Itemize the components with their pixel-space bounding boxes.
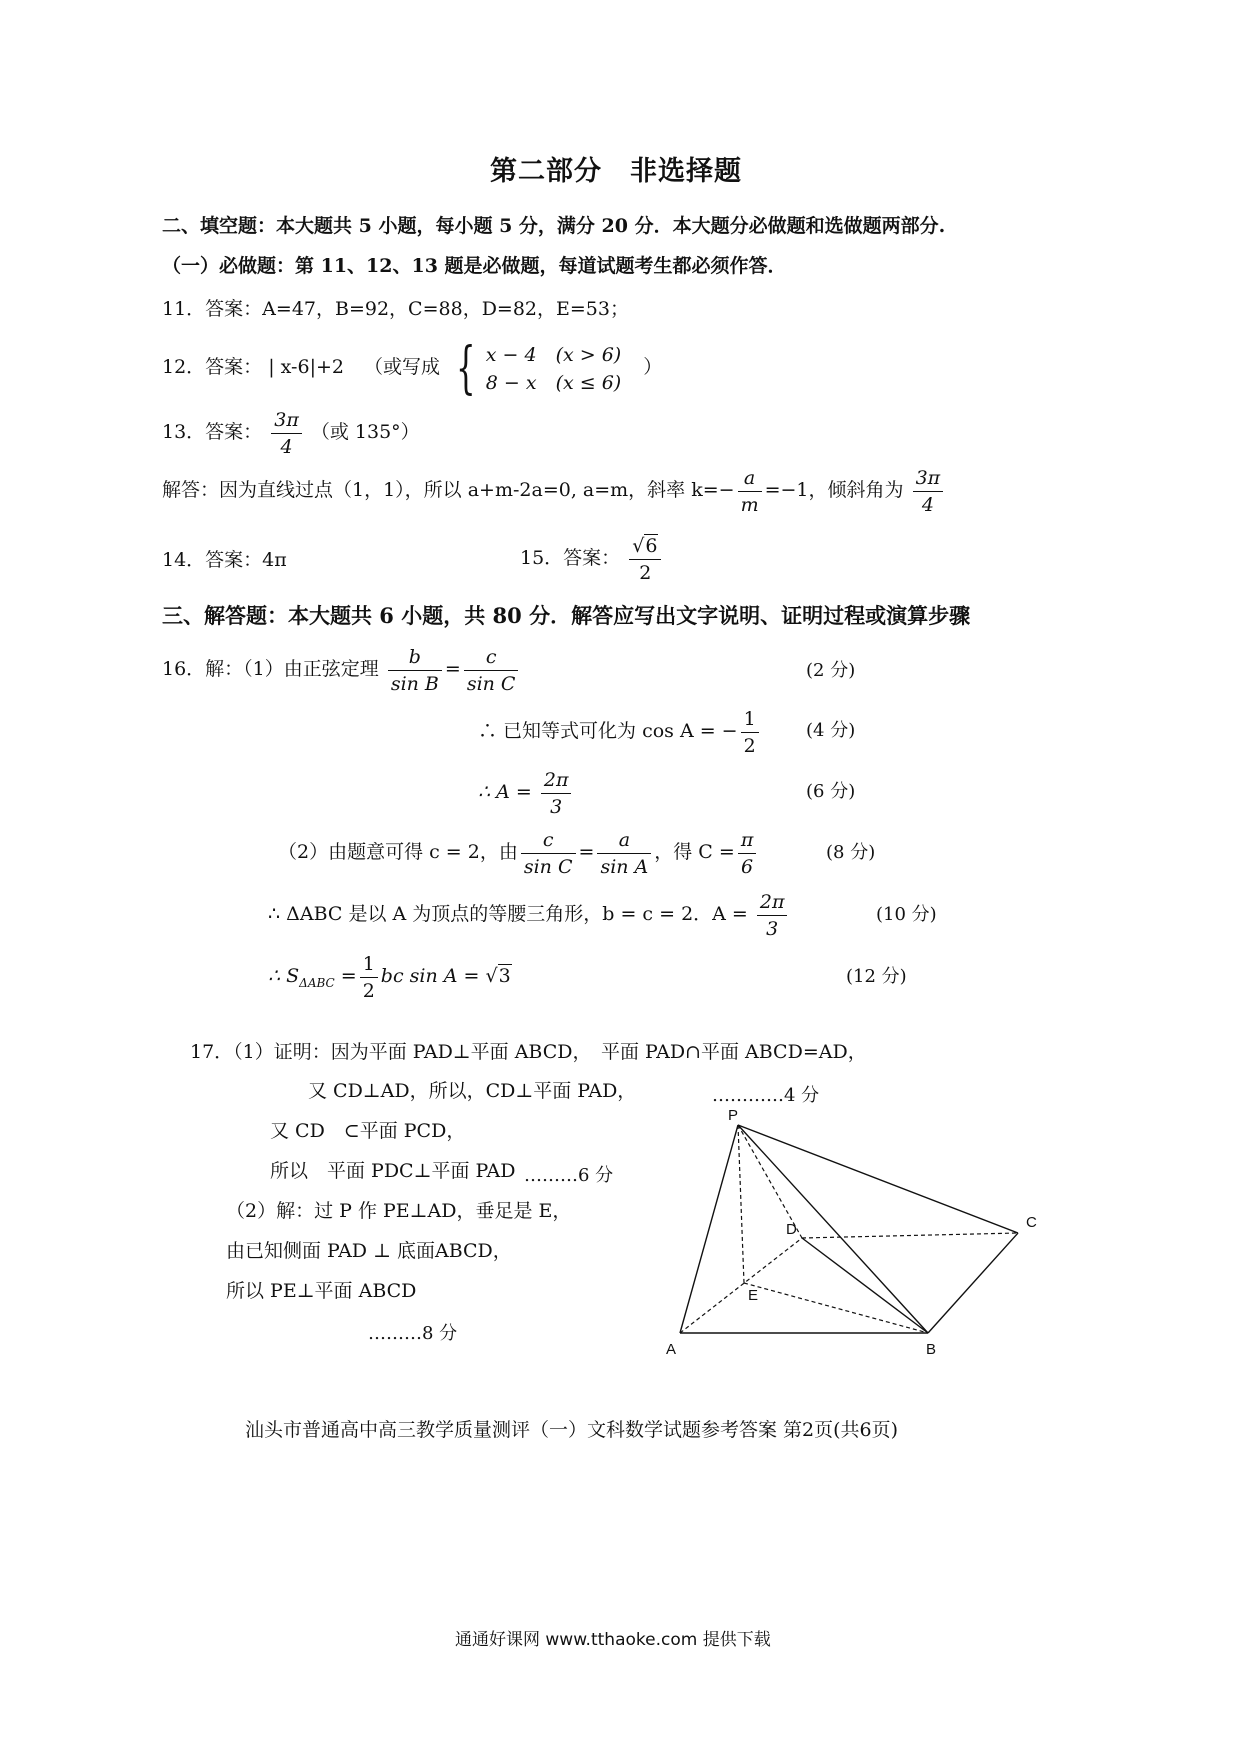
q16-line-5: ∴ ΔABC 是以 A 为顶点的等腰三角形，b = c = 2．A = $\frac{2\pi}{3}$ (268, 886, 790, 942)
label-D: D (786, 1221, 797, 1238)
q16-line-3: ∴ A = $\frac{2\pi}{3}$ (478, 764, 574, 820)
fraction-sqrt6-over-2: $\frac{√6}{2}$ (629, 533, 661, 586)
label-P: P (728, 1107, 739, 1124)
solution-13-text-a: 解答：因为直线过点（1，1），所以 a+m-2a=0, a=m，斜率 k=− (162, 479, 735, 501)
points-8: (8 分) (826, 842, 876, 863)
sqrt-icon: √ (485, 965, 498, 987)
points-4: (4 分) (806, 720, 856, 741)
points-4b: …………4 分 (712, 1085, 820, 1106)
fraction-3pi-over-4: $\frac{3\pi}{4}$ (271, 407, 302, 460)
points-10: (10 分) (876, 904, 937, 925)
q17-line-3: 又 CD ⊂平面 PCD， (270, 1120, 466, 1142)
label-E: E (748, 1287, 759, 1304)
answer-12-expr: | x-6|+2 (268, 356, 344, 378)
source-watermark: 通通好课网 www.tthaoke.com 提供下载 (455, 1630, 771, 1650)
q17-line-4: 所以 平面 PDC⊥平面 PAD (270, 1160, 516, 1182)
piecewise-function (448, 336, 622, 401)
answer-12-close: ） (643, 356, 663, 378)
answer-14: 14．答案：4π (162, 549, 287, 571)
points-6b: ………6 分 (524, 1165, 614, 1186)
q16-line-4: （2）由题意可得 c = 2，由 $\frac{c}{\text{sin C}}$ = $\frac{a}{\text{sin A}}$ ，得 C = $\frac{\pi}{6}$ (278, 824, 759, 880)
answer-13-alt: （或 135°） (310, 421, 420, 443)
fraction-b-over-sinB: $\frac{b}{\text{sin B}}$ (388, 644, 442, 697)
fraction-3pi-over-4-angle: $\frac{3\pi}{4}$ (913, 465, 944, 518)
q17-line-2: 又 CD⊥AD，所以，CD⊥平面 PAD， (308, 1080, 637, 1102)
fraction-a-over-m: $\frac{a}{m}$ (738, 465, 762, 518)
q16-line-2: ∴ 已知等式可化为 cos A = − $\frac{1}{2}$ (478, 703, 762, 759)
edge-DC (802, 1233, 1018, 1238)
answer-12 (162, 336, 663, 401)
answer-13 (162, 404, 420, 460)
answer-15-lead: 15．答案： (520, 547, 621, 569)
edge-BC (928, 1233, 1018, 1333)
segment-EB (744, 1283, 928, 1333)
answer-11: 11．答案：A=47，B=92，C=88，D=82，E=53； (162, 298, 629, 320)
edge-DB-solid (802, 1238, 928, 1333)
fraction-1-over-2-b: $\frac{1}{2}$ (360, 951, 378, 1004)
q17-line-6: 由已知侧面 PAD ⊥ 底面ABCD， (226, 1240, 512, 1262)
fraction-2pi-over-3-b: $\frac{2\pi}{3}$ (757, 889, 788, 942)
section2-subheading: （一）必做题：第 11、12、13 题是必做题，每道试题考生都必须作答． (162, 255, 787, 277)
points-6: (6 分) (806, 781, 856, 802)
q17-line-7: 所以 PE⊥平面 ABCD (226, 1280, 417, 1302)
sqrt-icon: √ (632, 534, 645, 557)
edge-PB (738, 1125, 928, 1333)
edge-PA (680, 1125, 738, 1333)
section2-heading: 二、填空题：本大题共 5 小题，每小题 5 分，满分 20 分．本大题分必做题和选做题两部分. (162, 215, 946, 237)
solution-13-text-b: =−1，倾斜角为 (764, 479, 904, 501)
fraction-c-over-sinC: $\frac{c}{\text{sin C}}$ (464, 644, 519, 697)
q17-line-5: （2）解：过 P 作 PE⊥AD，垂足是 E， (226, 1200, 572, 1222)
points-2: (2 分) (806, 660, 856, 681)
fraction-c-over-sinC-2: $\frac{c}{\text{sin C}}$ (521, 827, 576, 880)
label-C: C (1026, 1214, 1037, 1231)
segment-PE (738, 1125, 744, 1283)
fraction-a-over-sinA: $\frac{a}{\text{sin A}}$ (597, 827, 651, 880)
points-12: (12 分) (846, 966, 907, 987)
section3-heading: 三、解答题：本大题共 6 小题，共 80 分．解答应写出文字说明、证明过程或演算步骤 (162, 603, 971, 628)
page-footer: 汕头市普通高中高三教学质量测评（一）文科数学试题参考答案 第2页(共6页) (245, 1419, 899, 1441)
brace-icon: { (456, 336, 476, 401)
fraction-2pi-over-3: $\frac{2\pi}{3}$ (541, 767, 572, 820)
q16-line-1: 16．解：（1）由正弦定理 $\frac{b}{\text{sin B}}$ = $\frac{c}{\text{sin C}}$ (162, 641, 521, 697)
page-title: 第二部分 非选择题 (490, 156, 742, 187)
answer-13-solution (162, 462, 946, 518)
q17-line-1: 17．（1）证明：因为平面 PAD⊥平面 ABCD， 平面 PAD∩平面 ABCD=AD， (190, 1041, 867, 1063)
edge-PC (738, 1125, 1018, 1233)
fraction-pi-over-6: $\frac{\pi}{6}$ (738, 827, 757, 880)
answer-13-lead: 13．答案： (162, 421, 263, 443)
label-A: A (666, 1341, 677, 1358)
label-B: B (926, 1341, 937, 1358)
fraction-1-over-2: $\frac{1}{2}$ (741, 706, 759, 759)
points-8b: ………8 分 (368, 1323, 458, 1344)
sqrt-3: √3 (485, 965, 511, 987)
answer-12-alt: （或写成 (364, 356, 441, 378)
answer-12-lead: 12．答案： (162, 356, 263, 378)
q16-line-6: ∴ $S_{\Delta ABC}$ = $\frac{1}{2}$ bc sin A = √3 (268, 948, 512, 1011)
pyramid-figure (660, 1100, 1080, 1370)
piecewise-case-2: 8 − x (x ≤ 6) (485, 372, 622, 394)
answer-15 (520, 530, 664, 586)
piecewise-case-1: x − 4 (x > 6) (485, 344, 622, 366)
edge-AD (680, 1238, 802, 1333)
